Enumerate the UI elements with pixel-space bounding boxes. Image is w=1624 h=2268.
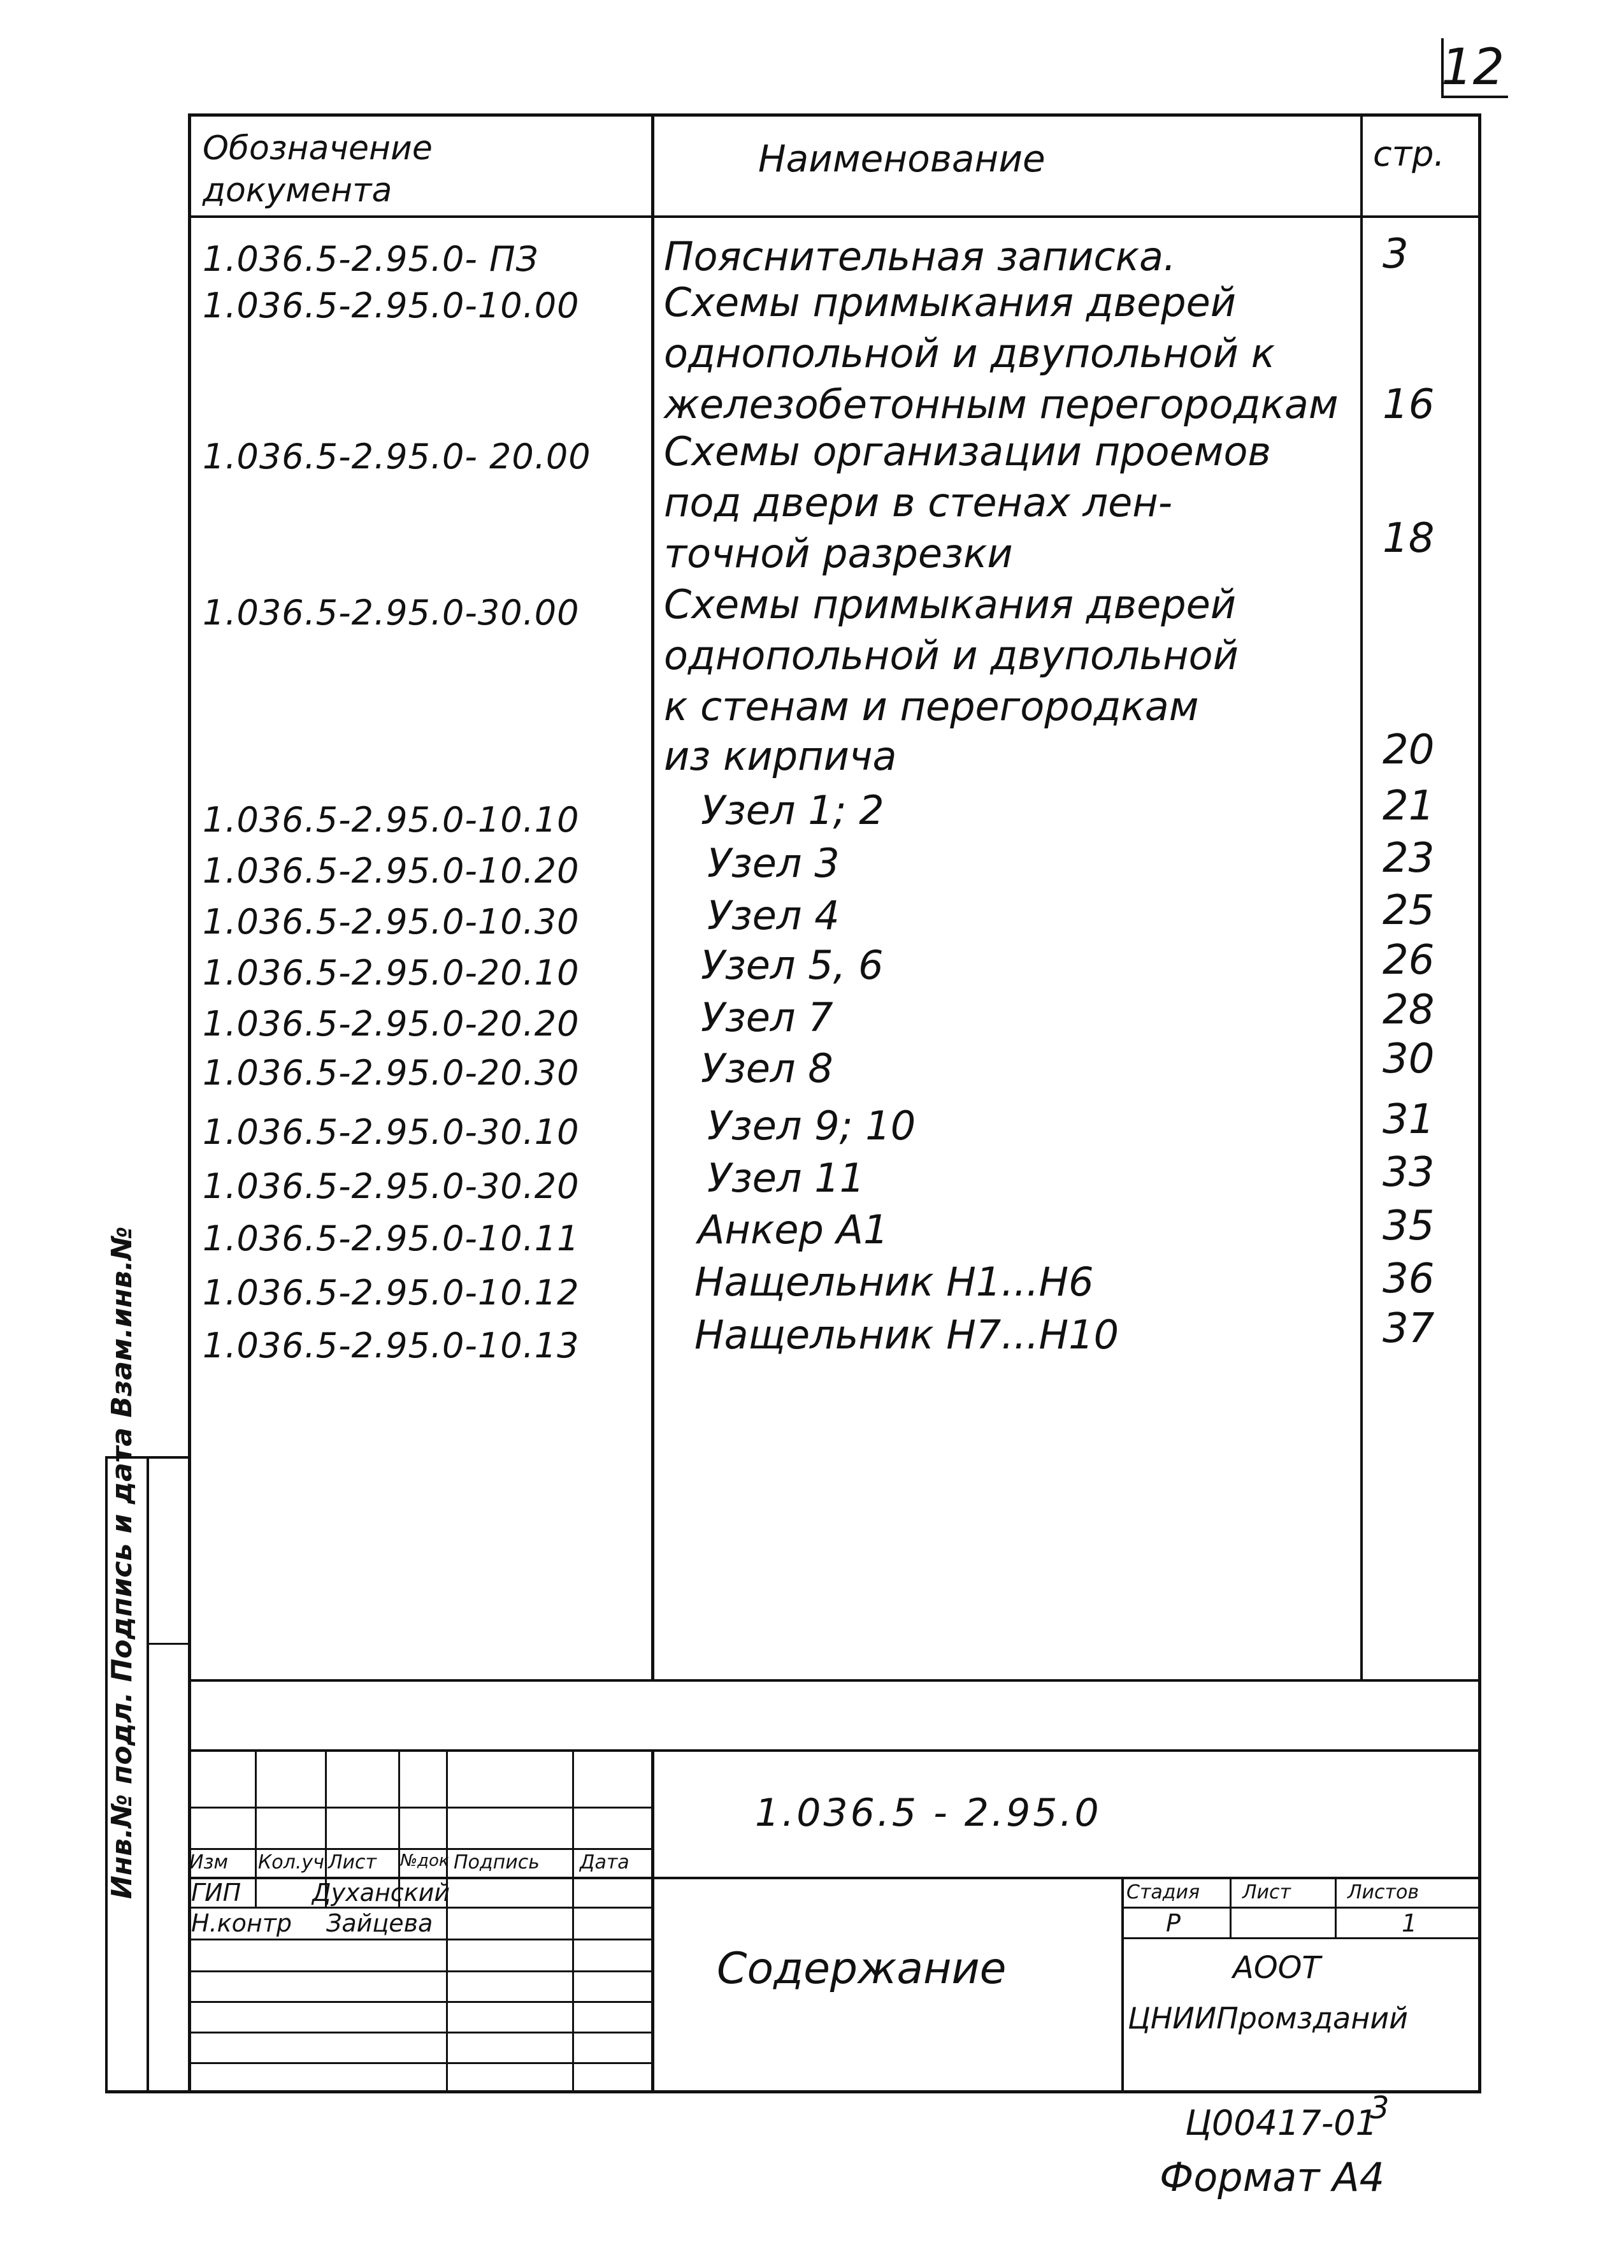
- col-header-kol: Кол.уч: [258, 1851, 324, 1874]
- row-name: точной разрезки: [664, 530, 1013, 577]
- row-code: 1.036.5-2.95.0-10.00: [203, 285, 580, 326]
- row-page: 31: [1383, 1096, 1435, 1143]
- row-page: 35: [1383, 1203, 1435, 1250]
- row-name: однопольной и двупольной: [664, 632, 1239, 679]
- row-name: Схемы примыкания дверей: [664, 581, 1237, 628]
- row-code: 1.036.5-2.95.0-10.20: [203, 851, 580, 891]
- row-name: Узел 7: [701, 994, 833, 1041]
- row-page: 33: [1383, 1149, 1435, 1196]
- side-stamp-label: Инв.№ подл. Подпись и дата Взам.инв.№: [106, 1226, 138, 1899]
- org-line2: ЦНИИПромзданий: [1128, 2001, 1409, 2035]
- sheets-label: Листов: [1347, 1881, 1419, 1903]
- row-name: Узел 1; 2: [701, 787, 884, 834]
- header-designation: Обозначение документа: [203, 129, 433, 210]
- row-page: 23: [1383, 835, 1435, 882]
- row-code: 1.036.5-2.95.0-20.10: [203, 953, 580, 993]
- col-header-data: Дата: [580, 1851, 629, 1874]
- row-name: Нащельник Н1...Н6: [694, 1259, 1094, 1305]
- format-label: Формат А4: [1160, 2154, 1385, 2200]
- row-code: 1.036.5-2.95.0-20.20: [203, 1004, 580, 1044]
- name-control: Зайцева: [326, 1909, 433, 1937]
- inventory-number: Ц00417-01: [1185, 2103, 1377, 2143]
- row-name: однопольной и двупольной к: [664, 330, 1275, 377]
- row-name: Пояснительная записка.: [664, 233, 1176, 280]
- row-code: 1.036.5-2.95.0-30.00: [203, 593, 580, 633]
- footer-page: 3: [1370, 2090, 1390, 2126]
- sheet-label: Лист: [1242, 1881, 1291, 1903]
- row-code: 1.036.5-2.95.0-10.30: [203, 902, 580, 942]
- row-code: 1.036.5-2.95.0-10.10: [203, 800, 580, 840]
- role-control: Н.контр: [191, 1909, 292, 1937]
- col-header-izm: Изм: [189, 1851, 229, 1874]
- name-gip: Духанский: [312, 1879, 450, 1907]
- sheet-value: 1: [1402, 1909, 1418, 1937]
- row-code: 1.036.5-2.95.0-30.20: [203, 1166, 580, 1206]
- row-name: Анкер А1: [698, 1206, 889, 1253]
- document-code: 1.036.5 - 2.95.0: [755, 1791, 1102, 1835]
- row-page: 25: [1383, 887, 1435, 934]
- row-code: 1.036.5-2.95.0- 20.00: [203, 437, 591, 477]
- row-name: Схемы примыкания дверей: [664, 279, 1237, 326]
- row-name: Узел 4: [707, 892, 840, 939]
- col-header-list: Лист: [328, 1851, 377, 1874]
- row-name: из кирпича: [664, 733, 897, 779]
- row-name: под двери в стенах лен-: [664, 479, 1173, 526]
- row-name: железобетонным перегородкам: [664, 381, 1339, 428]
- row-page: 37: [1383, 1305, 1435, 1352]
- sheet-number: 12: [1441, 39, 1505, 96]
- row-page: 16: [1383, 381, 1435, 428]
- org-line1: АООТ: [1233, 1950, 1321, 1986]
- row-page: 18: [1383, 515, 1435, 562]
- row-page: 21: [1383, 783, 1435, 830]
- row-name: Схемы организации проемов: [664, 428, 1271, 475]
- stage-label: Стадия: [1126, 1881, 1200, 1903]
- row-name: к стенам и перегородкам: [664, 683, 1199, 730]
- col-header-ndok: №док: [400, 1851, 449, 1870]
- role-gip: ГИП: [191, 1879, 241, 1907]
- row-code: 1.036.5-2.95.0-10.13: [203, 1325, 580, 1366]
- row-page: 3: [1383, 231, 1409, 278]
- row-code: 1.036.5-2.95.0- ПЗ: [203, 239, 539, 279]
- row-page: 20: [1383, 726, 1435, 774]
- row-name: Узел 8: [701, 1045, 833, 1092]
- header-name: Наименование: [758, 137, 1046, 180]
- row-code: 1.036.5-2.95.0-10.11: [203, 1218, 580, 1259]
- header-page: стр.: [1373, 134, 1445, 174]
- row-code: 1.036.5-2.95.0-10.12: [203, 1273, 580, 1313]
- row-page: 30: [1383, 1036, 1435, 1083]
- row-page: 36: [1383, 1255, 1435, 1303]
- document-title: Содержание: [717, 1944, 1007, 1994]
- col-header-podpis: Подпись: [454, 1851, 540, 1874]
- row-name: Узел 5, 6: [701, 942, 884, 988]
- row-page: 26: [1383, 937, 1435, 984]
- row-code: 1.036.5-2.95.0-30.10: [203, 1112, 580, 1152]
- stage-value: Р: [1166, 1909, 1181, 1937]
- row-code: 1.036.5-2.95.0-20.30: [203, 1053, 580, 1093]
- row-name: Узел 3: [707, 840, 840, 886]
- row-name: Узел 11: [707, 1155, 865, 1201]
- row-name: Узел 9; 10: [707, 1102, 916, 1149]
- row-page: 28: [1383, 986, 1435, 1034]
- row-name: Нащельник Н7...Н10: [694, 1311, 1119, 1358]
